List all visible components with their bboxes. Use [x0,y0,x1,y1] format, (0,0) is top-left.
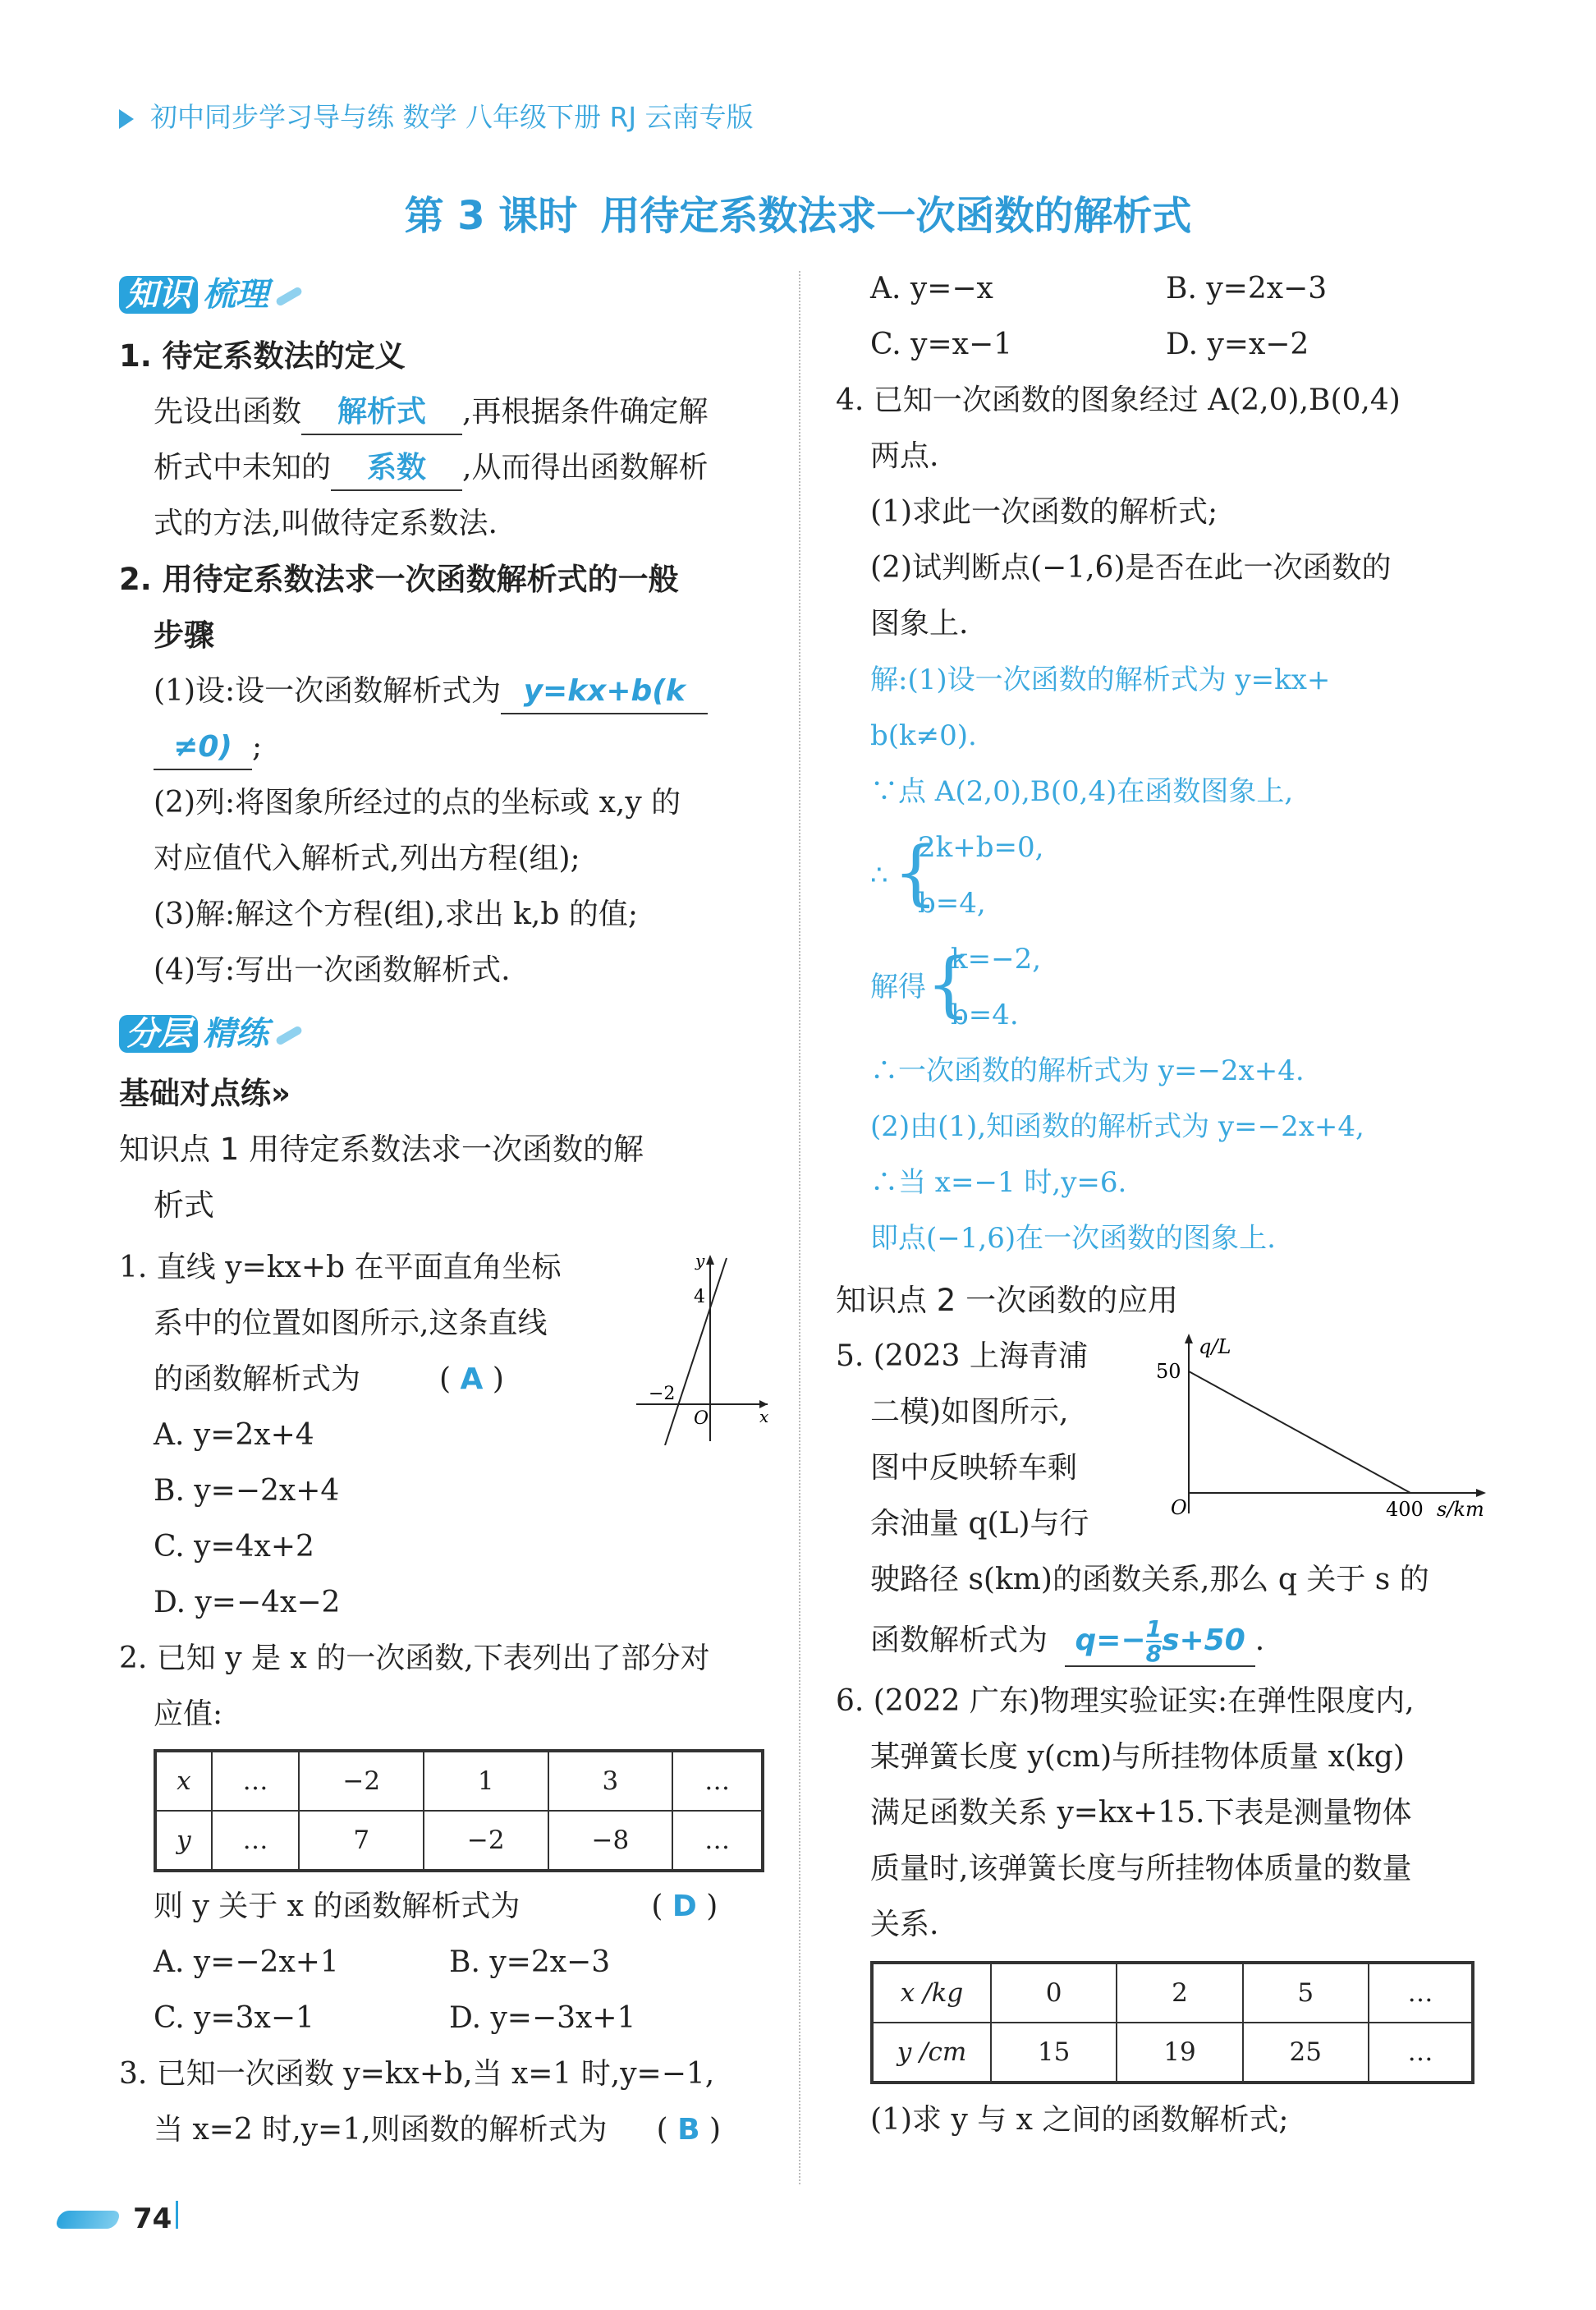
sol-line-7: (2)由(1),知函数的解析式为 y=−2x+4, [870,1110,1364,1143]
sol-system-1 [870,820,1493,931]
q1-option-d: D. y=−4x−2 [154,1586,341,1619]
left-column [119,271,776,2158]
answer-paren: ( B ) [656,2113,722,2147]
section-2-title: 2. 用待定系数法求一次函数解析式的一般 [119,562,679,597]
text: 的函数解析式为 [154,1362,361,1396]
q3-line-1: 3. 已知一次函数 y=kx+b,当 x=1 时,y=−1, [119,2057,715,2091]
answer-blank: 解析式 [301,391,462,435]
equation: b=4, [918,887,986,920]
y-axis-arrow [1185,1334,1193,1343]
q4-line-4: (2)试判断点(−1,6)是否在此一次函数的 [870,551,1392,585]
q5-line-4: 余油量 q(L)与行 [870,1507,1089,1541]
leaf-icon [275,1025,303,1046]
table-cell: y [155,1811,212,1871]
q3-option-a: A. y=−x [870,272,993,305]
step-3: (3)解:解这个方程(组),求出 k,b 的值; [154,898,638,931]
step-2: (2)列:将图象所经过的点的坐标或 x,y 的 [154,786,681,820]
table-cell: 19 [1117,2023,1242,2083]
text: (1)设:设一次函数解析式为 [154,674,502,708]
table-cell: 3 [548,1751,673,1811]
brace-icon: { [926,944,971,1026]
x-axis-arrow [1476,1489,1486,1497]
q3-line-2 [119,2102,776,2158]
numerator: 1 [1145,1615,1163,1642]
graph-line [1189,1371,1410,1493]
sol-line-6: ∴一次函数的解析式为 y=−2x+4. [870,1054,1305,1087]
play-triangle-icon [119,109,134,129]
q4-line-5: 图象上. [870,607,969,641]
sol-line-3: ∵点 A(2,0),B(0,4)在函数图象上, [870,775,1294,808]
text: q=− [1075,1623,1146,1657]
text: ,再根据条件确定解 [462,395,709,429]
table-cell: … [672,1751,763,1811]
brace-icon: { [893,832,938,914]
q2-line-1: 2. 已知 y 是 x 的一次函数,下表列出了部分对 [119,1642,710,1675]
table-cell: … [1369,1963,1473,2023]
banner-label-2: 梳理 [203,276,268,314]
question-1 [119,1240,776,1631]
book-header [119,92,754,144]
knowledge-point-2: 知识点 2 一次函数的应用 [836,1283,1179,1318]
q5-line-5: 驶路径 s(km)的函数关系,那么 q 关于 s 的 [870,1563,1429,1596]
section-1-title: 1. 待定系数法的定义 [119,338,406,374]
text: 则 y 关于 x 的函数解析式为 [154,1890,521,1923]
q4-line-2: 两点. [870,439,939,473]
table-cell: … [672,1811,763,1871]
q2-options-cd [119,1991,776,2046]
page-number: 74 [133,2202,172,2235]
q6-line-6: (1)求 y 与 x 之间的函数解析式; [870,2103,1289,2137]
step-2-cont: 对应值代入解析式,列出方程(组); [154,842,580,875]
q6-line-1: 6. (2022 广东)物理实验证实:在弹性限度内, [836,1684,1415,1718]
knowledge-banner [119,271,776,319]
answer-blank [1065,1616,1254,1667]
text: 基础对点练 [119,1076,271,1111]
double-chevron-icon: » [271,1076,291,1111]
table-row [155,1751,763,1811]
y-axis-arrow [706,1255,714,1265]
banner-label: 分层 [119,1015,198,1053]
x-tick-label: 400 [1386,1498,1424,1518]
question-5 [836,1329,1493,1674]
q2-option-d: D. y=−3x+1 [449,2001,636,2035]
q5-line-3: 图中反映轿车剩 [870,1451,1078,1485]
def-line-2 [119,440,776,496]
sol-line-9: 即点(−1,6)在一次函数的图象上. [870,1222,1276,1255]
table-cell: 7 [299,1811,424,1871]
q5-graph [1131,1329,1493,1518]
q1-option-c: C. y=4x+2 [154,1530,314,1564]
q5-line-1: 5. (2023 上海青浦 [836,1339,1088,1373]
q3-option-d: D. y=x−2 [1166,328,1309,361]
q6-line-3: 满足函数关系 y=kx+15.下表是测量物体 [870,1796,1412,1830]
q3-options-cd [836,317,1493,373]
q6-line-4: 质量时,该弹簧长度与所挂物体质量的数量 [870,1852,1412,1885]
text: 先设出函数 [154,395,302,429]
answer-choice: A [460,1362,484,1396]
answer-paren: ( D ) [651,1890,718,1923]
origin-label: O [694,1408,709,1429]
leaf-icon [275,286,303,307]
therefore-icon: ∴ [870,859,888,892]
origin-label: O [1171,1496,1187,1518]
q4-line-3: (1)求此一次函数的解析式; [870,495,1218,529]
q1-line-2: 系中的位置如图所示,这条直线 [154,1307,548,1340]
x-label: x [759,1407,769,1426]
text: 函数解析式为 [870,1623,1048,1657]
table-cell: 5 [1243,1963,1369,2023]
step-1 [119,664,776,719]
q6-line-2: 某弹簧长度 y(cm)与所挂物体质量 x(kg) [870,1740,1405,1774]
y-label: y [695,1251,705,1270]
knowledge-point-1: 知识点 1 用待定系数法求一次函数的解 [119,1132,644,1167]
table-cell: 15 [991,2023,1117,2083]
table-row [872,1963,1473,2023]
sol-system-2 [870,931,1493,1043]
table-cell: −2 [424,1811,548,1871]
y-intercept-label: 4 [694,1287,705,1307]
q1-graph [628,1248,776,1445]
table-cell: 2 [1117,1963,1242,2023]
text: s+50 [1162,1623,1245,1657]
q5-line-2: 二模)如图所示, [870,1395,1069,1429]
table-cell: … [212,1811,300,1871]
text: 析式中未知的 [154,451,332,485]
q2-table [154,1749,764,1872]
equation: k=−2, [951,943,1042,976]
text: 当 x=2 时,y=1,则函数的解析式为 [154,2113,608,2147]
answer-paren: ( A ) [439,1362,504,1396]
q1-line-1: 1. 直线 y=kx+b 在平面直角坐标 [119,1251,562,1284]
section-2-title-cont: 步骤 [154,618,214,653]
text: 解得 [870,971,926,1003]
answer-blank: y=kx+b(k [501,670,708,714]
q6-table [870,1961,1474,2084]
x-label: s/km [1437,1498,1484,1518]
answer-blank: 系数 [331,447,462,491]
column-divider [799,271,800,2184]
table-cell: … [1369,2023,1473,2083]
q3-option-b: B. y=2x−3 [1166,272,1328,305]
answer-choice: B [677,2113,700,2147]
table-row [155,1811,763,1871]
table-cell: −2 [299,1751,424,1811]
x-intercept-label: −2 [649,1384,676,1404]
q2-option-c: C. y=3x−1 [154,2001,314,2035]
text: ; [252,730,263,764]
table-cell: −8 [548,1811,673,1871]
practice-banner [119,1010,776,1058]
def-line-1 [119,384,776,440]
lesson-number: 第 3 课时 [404,193,578,239]
y-tick-label: 50 [1156,1360,1181,1383]
table-cell: y /cm [872,2023,991,2083]
step-4: (4)写:写出一次函数解析式. [154,953,511,987]
q3-option-c: C. y=x−1 [870,328,1013,361]
book-title: 初中同步学习导与练 数学 八年级下册 RJ 云南专版 [150,101,754,133]
table-cell: … [212,1751,300,1811]
y-label: q/L [1199,1335,1231,1358]
table-cell: 0 [991,1963,1117,2023]
table-cell: x /kg [872,1963,991,2023]
q1-option-b: B. y=−2x+4 [154,1474,340,1508]
sol-line-8: ∴当 x=−1 时,y=6. [870,1166,1127,1199]
q2-line-3 [119,1879,776,1935]
denominator: 8 [1145,1640,1163,1667]
q2-line-2: 应值: [154,1697,223,1731]
equation: 2k+b=0, [918,831,1044,864]
lesson-title [0,179,1596,254]
q2-options-ab [119,1935,776,1991]
right-column [836,261,1493,2148]
sol-line-1: 解:(1)设一次函数的解析式为 y=kx+ [870,664,1331,696]
table-cell: 25 [1243,2023,1369,2083]
fraction [1145,1615,1163,1667]
text: ,从而得出函数解析 [462,451,709,485]
q5-line-6 [836,1608,1493,1674]
q1-option-a: A. y=2x+4 [154,1418,314,1452]
q4-solution [836,652,1493,1266]
equation: b=4. [951,999,1019,1031]
banner-label-2: 精练 [203,1015,268,1053]
knowledge-point-1-cont: 析式 [154,1187,214,1223]
sol-line-2: b(k≠0). [870,719,977,752]
q2-option-b: B. y=2x−3 [449,1945,611,1979]
step-1-cont [119,719,776,775]
text: . [1254,1623,1265,1657]
table-cell: 1 [424,1751,548,1811]
lesson-name: 用待定系数法求一次函数的解析式 [600,193,1192,239]
table-cell: x [155,1751,212,1811]
q6-line-5: 关系. [870,1908,939,1941]
answer-choice: D [672,1890,697,1923]
banner-label: 知识 [119,276,198,314]
page-number-separator [176,2201,178,2229]
q2-option-a: A. y=−2x+1 [154,1945,339,1979]
basic-practice-title [119,1066,776,1122]
q3-options-ab [836,261,1493,317]
answer-blank: ≠0) [154,726,252,770]
table-row [872,2023,1473,2083]
q4-line-1: 4. 已知一次函数的图象经过 A(2,0),B(0,4) [836,383,1401,417]
def-line-3: 式的方法,叫做待定系数法. [154,507,498,540]
footer-decoration [54,2211,122,2229]
